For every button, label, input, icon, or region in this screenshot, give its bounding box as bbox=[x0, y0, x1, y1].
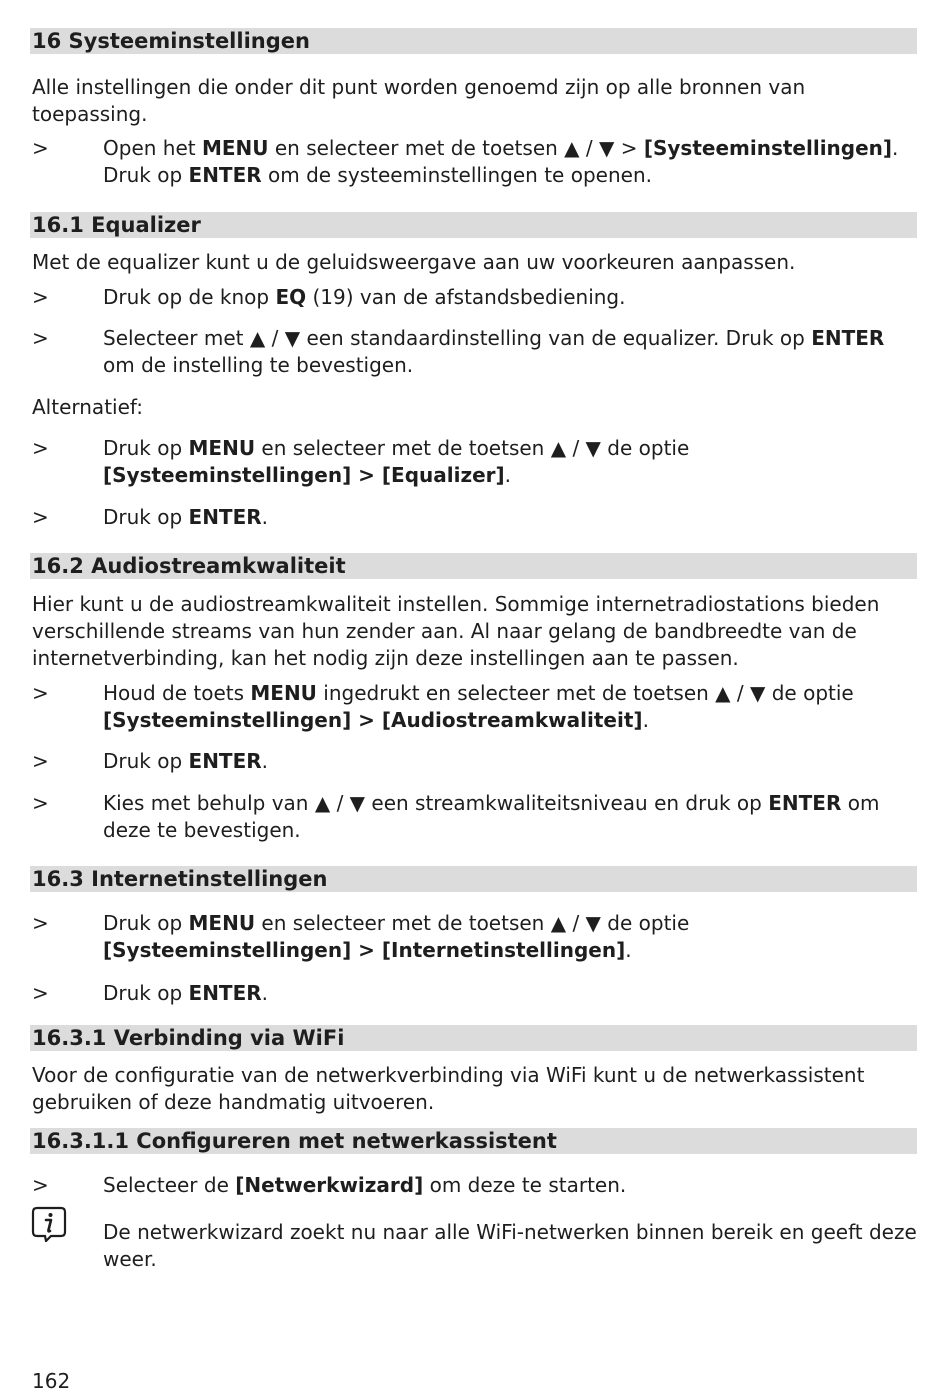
page-number: 162 bbox=[32, 1369, 71, 1393]
section-16-3-step-2: > Druk op ENTER. bbox=[32, 981, 268, 1005]
section-heading-16-1: 16.1 Equalizer bbox=[30, 212, 917, 238]
section-16-1-intro: Met de equalizer kunt u de geluidsweergave aan uw voorkeuren aanpassen. bbox=[32, 250, 796, 274]
step-marker: > bbox=[32, 911, 49, 935]
section-16-3-1-1-note: De netwerkwizard zoekt nu naar alle WiFi-netwerken binnen bereik en geeft deze weer. bbox=[103, 1220, 917, 1271]
step-marker: > bbox=[32, 326, 49, 350]
section-16-2-step-1: > Houd de toets MENU ingedrukt en selecteer met de toetsen ▲ / ▼ de optie [Systeeminstellingen] > [Audiostreamkwaliteit]. bbox=[32, 681, 854, 732]
section-16-1-step-1: > Druk op de knop EQ (19) van de afstandsbediening. bbox=[32, 285, 626, 309]
step-marker: > bbox=[32, 1173, 49, 1197]
step-marker: > bbox=[32, 136, 49, 160]
section-16-2-step-2: > Druk op ENTER. bbox=[32, 749, 268, 773]
section-16-1-step-2: > Selecteer met ▲ / ▼ een standaardinstelling van de equalizer. Druk op ENTER om de instelling te bevestigen. bbox=[32, 326, 885, 377]
section-heading-16-3: 16.3 Internetinstellingen bbox=[30, 866, 917, 892]
section-16-2-step-3: > Kies met behulp van ▲ / ▼ een streamkwaliteitsniveau en druk op ENTER om deze te bevestigen. bbox=[32, 791, 880, 842]
section-heading-16-2: 16.2 Audiostreamkwaliteit bbox=[30, 553, 917, 579]
section-16-2-intro: Hier kunt u de audiostreamkwaliteit instellen. Sommige internetradiostations bieden verschillende streams van hun zender aan. Al naar gelang de bandbreedte van de internetverbinding, kan het nodig zijn deze instellingen aan te passen. bbox=[32, 592, 880, 670]
step-marker: > bbox=[32, 436, 49, 460]
section-16-3-step-1: > Druk op MENU en selecteer met de toetsen ▲ / ▼ de optie [Systeeminstellingen] > [Internetinstellingen]. bbox=[32, 911, 690, 962]
section-16-3-1-1-step-1: > Selecteer de [Netwerkwizard] om deze te starten. bbox=[32, 1173, 627, 1197]
step-marker: > bbox=[32, 749, 49, 773]
section-16-intro: Alle instellingen die onder dit punt worden genoemd zijn op alle bronnen van toepassing. bbox=[32, 75, 806, 126]
step-marker: > bbox=[32, 285, 49, 309]
section-16-1-step-3: > Druk op MENU en selecteer met de toetsen ▲ / ▼ de optie [Systeeminstellingen] > [Equalizer]. bbox=[32, 436, 690, 487]
alternative-label: Alternatief: bbox=[32, 395, 143, 419]
section-16-1-step-4: > Druk op ENTER. bbox=[32, 505, 268, 529]
step-marker: > bbox=[32, 681, 49, 705]
step-marker: > bbox=[32, 505, 49, 529]
step-marker: > bbox=[32, 981, 49, 1005]
section-16-step-1: > Open het MENU en selecteer met de toetsen ▲ / ▼ > [Systeeminstellingen]. Druk op ENTER om de systeeminstellingen te openen. bbox=[32, 136, 899, 187]
section-16-3-1-intro: Voor de configuratie van de netwerkverbinding via WiFi kunt u de netwerkassistent gebruiken of deze handmatig uitvoeren. bbox=[32, 1063, 865, 1114]
section-heading-16: 16 Systeeminstellingen bbox=[30, 28, 917, 54]
section-heading-16-3-1: 16.3.1 Verbinding via WiFi bbox=[30, 1025, 917, 1051]
step-marker: > bbox=[32, 791, 49, 815]
section-heading-16-3-1-1: 16.3.1.1 Configureren met netwerkassistent bbox=[30, 1128, 917, 1154]
